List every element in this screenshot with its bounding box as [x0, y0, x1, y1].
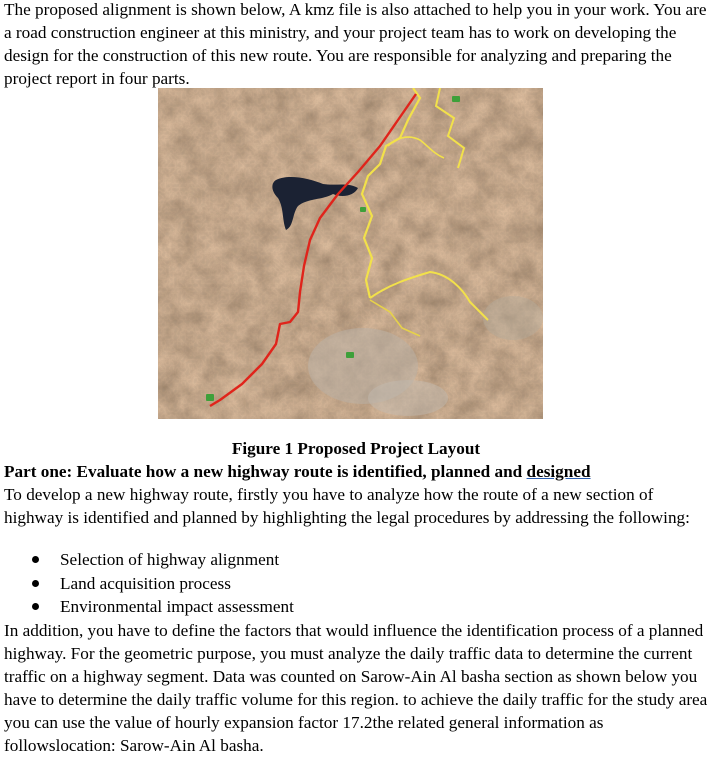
- road-marker: [206, 394, 214, 401]
- list-item: Land acquisition process: [30, 572, 294, 596]
- list-item: Environmental impact assessment: [30, 595, 294, 619]
- part-one-body-2: In addition, you have to define the factors that would influence the identification process of a planned highway. For the geometric purpose, you must analyze the daily traffic data to determine the current traffic on a highway segment. Data was counted on Sarow-Ain Al basha section as shown below you have to determine the daily traffic volume for this region. to achieve the daily traffic for the study area you can use the value of hourly expansion factor 17.2the related general information as followslocation: Sarow-Ain Al basha.: [4, 621, 708, 755]
- intro-paragraph: The proposed alignment is shown below, A kmz file is also attached to help you in your work. You are a road construction engineer at this ministry, and your project team has to work on developing the design for the construction of this new route. You are responsible for analyzing and preparing the project report in four parts.: [4, 0, 707, 88]
- urban-area: [368, 380, 448, 416]
- part-one-body: To develop a new highway route, firstly you have to analyze how the route of a new section of highway is identified and planned by highlighting the legal procedures by addressing the following:: [4, 485, 690, 527]
- part-one-heading-text: Part one: Evaluate how a new highway route is identified, planned and: [4, 462, 527, 481]
- figure-caption: Figure 1 Proposed Project Layout: [231, 439, 481, 458]
- bullet-list: [30, 548, 294, 619]
- satellite-map-figure: [158, 88, 543, 419]
- list-item: Selection of highway alignment: [30, 548, 294, 572]
- satellite-map: [158, 88, 543, 419]
- part-one-heading-underlined: designed: [526, 462, 591, 481]
- road-marker: [360, 207, 366, 212]
- road-marker: [452, 96, 460, 102]
- urban-area: [483, 296, 543, 340]
- road-marker: [346, 352, 354, 358]
- part-one-heading: [4, 460, 591, 483]
